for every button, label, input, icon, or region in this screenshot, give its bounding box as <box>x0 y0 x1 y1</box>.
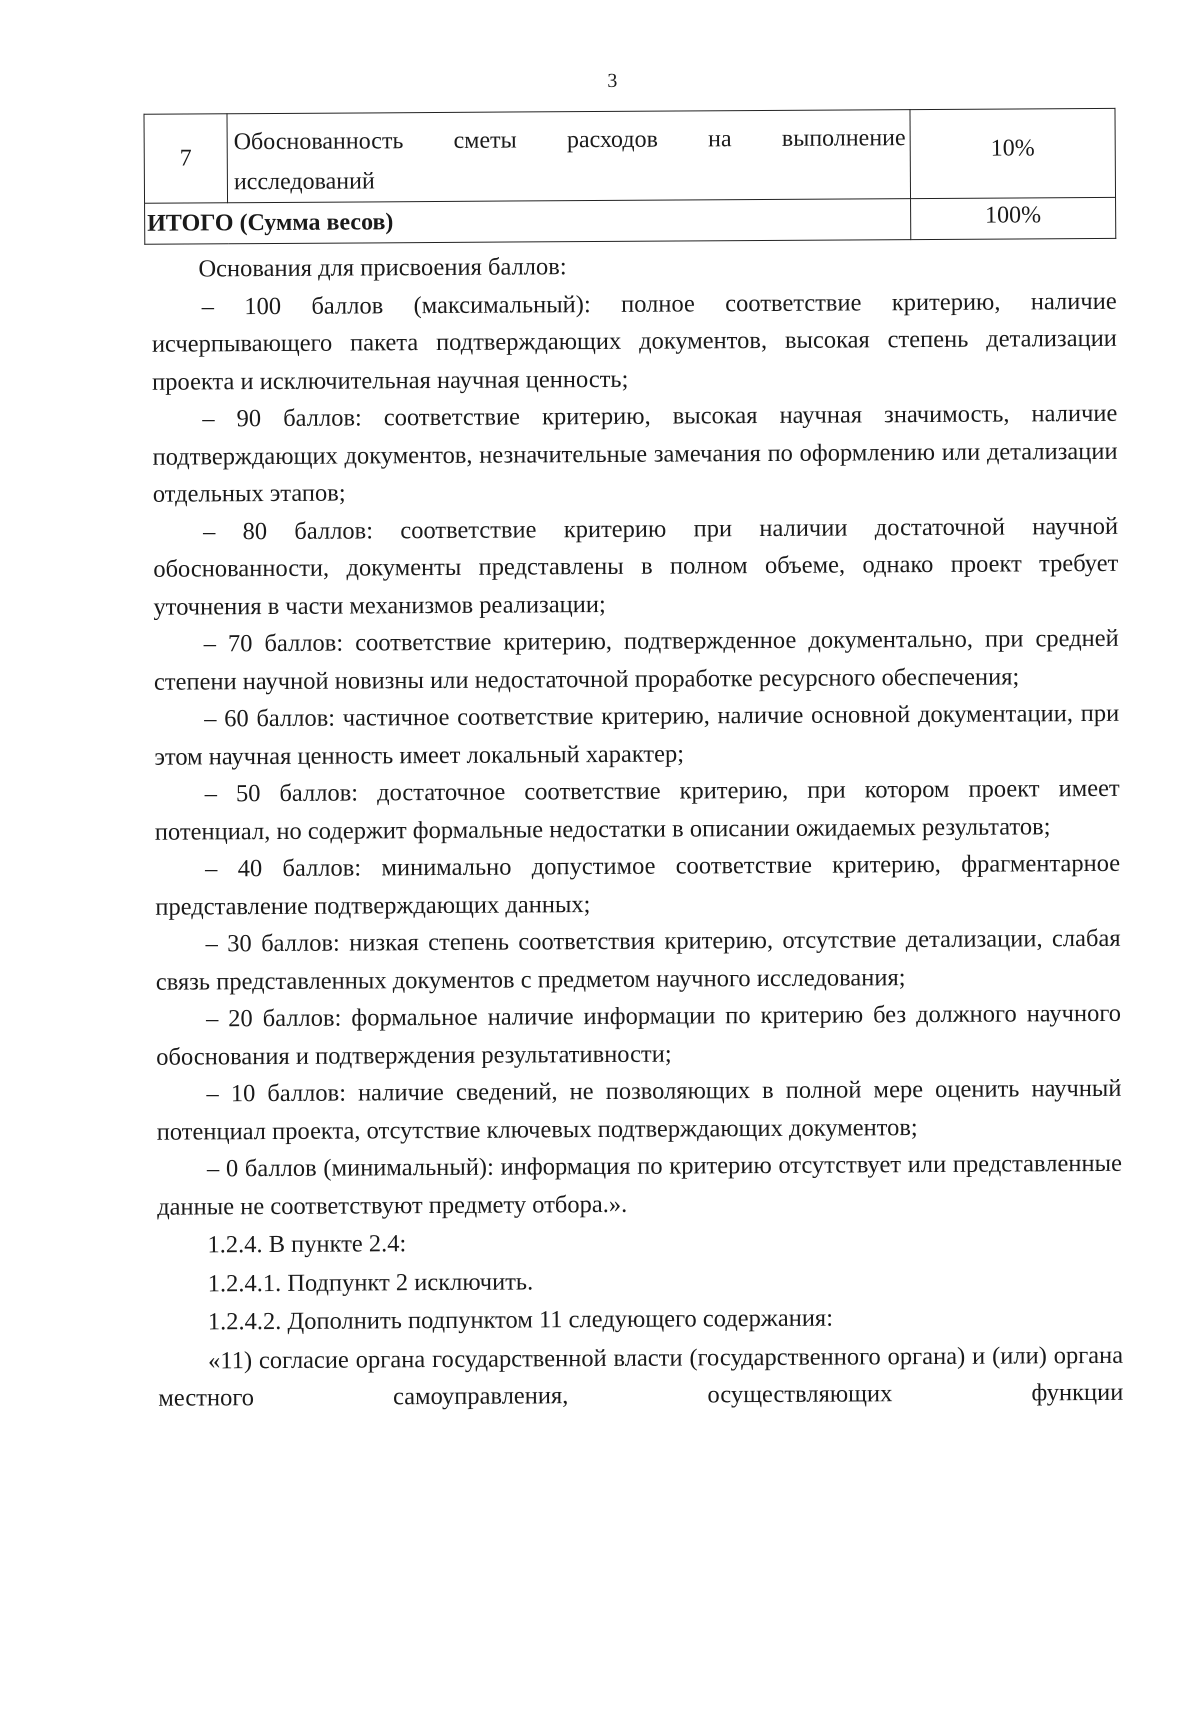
document-body <box>151 245 1123 1417</box>
criterion-name-line2: исследований <box>233 168 375 196</box>
scoring-item-30: – 30 баллов: низкая степень соответствия критерию, отсутствие детализации, слабая связь представленных документов с предметом научного исследования; <box>155 924 1121 996</box>
scoring-heading: Основания для присвоения баллов: <box>198 253 567 283</box>
criterion-word: на <box>708 126 732 153</box>
scoring-item-100: – 100 баллов (максимальный): полное соответствие критерию, наличие исчерпывающего пакета подтверждающих документов, высокая степень детализации проекта и исключительная научная ценность; <box>151 287 1117 396</box>
amendment-1-2-4-1: 1.2.4.1. Подпункт 2 исключить. <box>207 1267 534 1297</box>
scoring-item-0: – 0 баллов (минимальный): информация по критерию отсутствует или представленные данные не соответствуют предмету отбора.». <box>157 1149 1123 1221</box>
table-row <box>144 108 1116 203</box>
amendment-1-2-4-2: 1.2.4.2. Дополнить подпунктом 11 следующего содержания: <box>207 1304 834 1336</box>
scoring-item-90: – 90 баллов: соответствие критерию, высокая научная значимость, наличие подтверждающих документов, незначительные замечания по оформлению или детализации отдельных этапов; <box>152 399 1118 508</box>
total-label: ИТОГО (Сумма весов) <box>145 199 911 245</box>
criterion-word: выполнение <box>781 125 906 152</box>
criterion-name <box>227 110 911 203</box>
scoring-item-10: – 10 баллов: наличие сведений, не позволяющих в полной мере оценить научный потенциал проекта, отсутствие ключевых подтверждающих документов; <box>156 1074 1122 1146</box>
page-number: 3 <box>607 69 618 92</box>
criterion-word: расходов <box>566 126 658 154</box>
scoring-item-20: – 20 баллов: формальное наличие информации по критерию без должного научного обоснования и подтверждения результативности; <box>156 999 1122 1071</box>
table-total-row <box>145 197 1116 244</box>
scoring-item-70: – 70 баллов: соответствие критерию, подтвержденное документально, при средней степени научной новизны или недостаточной проработке ресурсного обеспечения; <box>153 624 1119 696</box>
criterion-number: 7 <box>144 114 228 204</box>
criterion-word: сметы <box>453 127 517 154</box>
scoring-item-80: – 80 баллов: соответствие критерию при наличии достаточной научной обоснованности, документы представлены в полном объеме, однако проект требует уточнения в части механизмов реализации; <box>153 512 1119 621</box>
criterion-name-line1 <box>234 118 906 162</box>
scoring-item-40: – 40 баллов: минимально допустимое соответствие критерию, фрагментарное представление подтверждающих данных; <box>155 849 1121 921</box>
criterion-word: Обоснованность <box>233 128 404 156</box>
criterion-weight: 10% <box>910 108 1116 198</box>
criteria-table <box>143 108 1116 245</box>
amendment-subpoint-11: «11) согласие органа государственной власти (государственного органа) и (или) органа местного самоуправления, осуществляющих функции <box>158 1341 1124 1412</box>
total-value: 100% <box>911 197 1116 239</box>
scoring-item-60: – 60 баллов: частичное соответствие критерию, наличие основной документации, при этом научная ценность имеет локальный характер; <box>154 699 1120 771</box>
amendment-1-2-4: 1.2.4. В пункте 2.4: <box>207 1230 407 1259</box>
scoring-item-50: – 50 баллов: достаточное соответствие критерию, при котором проект имеет потенциал, но содержит формальные недостатки в описании ожидаемых результатов; <box>154 774 1120 846</box>
